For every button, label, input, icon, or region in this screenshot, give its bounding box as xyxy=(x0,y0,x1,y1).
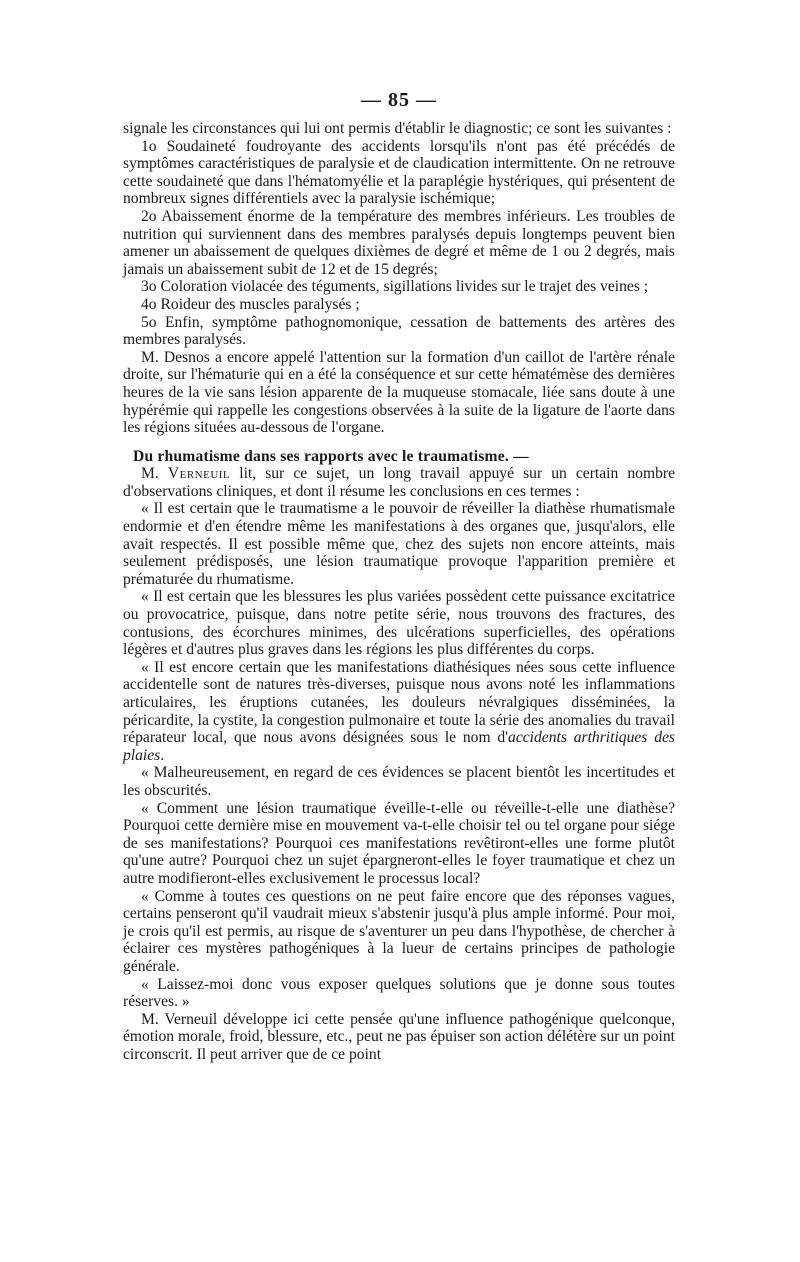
quote-paragraph: « Il est certain que les blessures les plus variées possèdent cette puissance excitatrice ou provocatrice, puisque, dans notre petite série, nous trouvons des fractures, des contusions, des écorchures minimes, des ulcérations superficielles, des opérations légères et d'autres plus graves dans les régions les plus différentes du corps. xyxy=(123,588,675,659)
quote-end: . xyxy=(160,746,165,764)
paragraph: 2o Abaissement énorme de la température des membres inférieurs. Les troubles de nutrition qui surviennent dans des membres paralysés depuis longtemps peuvent bien amener un abaissement de quelques dixièmes de degré et même de 1 ou 2 degrés, mais jamais un abaissement subit de 12 et de 15 degrés; xyxy=(123,207,675,278)
paragraph: signale les circonstances qui lui ont permis d'établir le diagnostic; ce sont les suivantes : xyxy=(123,120,672,137)
quote-paragraph: « Malheureusement, en regard de ces évidences se placent bientôt les incertitudes et les obscurités. xyxy=(123,764,675,799)
body-text xyxy=(123,120,675,1063)
paragraph: M. Verneuil développe ici cette pensée qu'une influence pathogénique quelconque, émotion morale, froid, blessure, etc., peut ne pas épuiser son action délétère sur un point circonscrit. Il peut arriver que de ce point xyxy=(123,1010,675,1063)
quote-paragraph xyxy=(123,659,675,765)
paragraph: 3o Coloration violacée des téguments, sigillations livides sur le trajet des veines ; xyxy=(141,278,649,296)
quote-paragraph: « Comme à toutes ces questions on ne peut faire encore que des réponses vagues, certains penseront qu'il vaudrait mieux s'abstenir jusqu'à plus ample informé. Pour moi, je crois qu'il est permis, au risque de s'aventurer un peu dans l'hypothèse, de chercher à éclairer ces mystères pathogéniques à la lueur de certains principes de pathologie générale. xyxy=(123,887,675,975)
paragraph xyxy=(123,465,675,500)
verneuil-prefix: M. xyxy=(141,465,159,483)
quote-paragraph: « Comment une lésion traumatique éveille-t-elle ou réveille-t-elle une diathèse? Pourquoi cette dernière mise en mouvement va-t-elle choisir tel ou tel organe pour siége de ses manifestations? Pourquoi ces manifestations revêtiront-elles une forme plutôt qu'une autre? Pourquoi chez un sujet épargneront-elles le foyer traumatique et chez un autre modifieront-elles exclusivement le processus local? xyxy=(123,799,675,887)
author-name: Verneuil xyxy=(167,465,231,483)
page-number: — 85 — xyxy=(361,89,437,111)
paragraph: 5o Enfin, symptôme pathognomonique, cessation de battements des artères des membres paralysés. xyxy=(123,313,675,349)
quote-text: « Il est encore certain que les manifestations diathésiques nées sous cette influence accidentelle sont de natures très-diverses, puisque nous avons noté les inflammations articulaires, les éruptions cutanées, les douleurs névralgiques disséminées, la péricardite, la cystite, la congestion pulmonaire et toute la série des anomalies du travail réparateur local, que nous avons désignées sous le nom d' xyxy=(123,658,675,747)
italic-term: accidents arthritiques des plaies xyxy=(123,729,675,764)
paragraph: M. Desnos a encore appelé l'attention sur la formation d'un caillot de l'artère rénale droite, sur l'hématurie qui en a été la conséquence et sur cette hématémèse des dernières heures de la vie sans lésion apparente de la muqueuse stomacale, liée sans doute à une hypérémie qui rappelle les congestions observées à la suite de la ligature de l'aorte dans les régions situées au-dessous de l'organe. xyxy=(123,348,675,437)
quote-paragraph: « Laissez-moi donc vous exposer quelques solutions que je donne sous toutes réserves. » xyxy=(123,975,675,1011)
quote-paragraph: « Il est certain que le traumatisme a le pouvoir de réveiller la diathèse rhumatismale endormie et d'en étendre même les manifestations à des organes que, jusqu'alors, elle avait respectés. Il est possible même que, chez des sujets non encore atteints, mais seulement prédisposés, une lésion traumatique provoque l'apparition première et prématurée du rhumatisme. xyxy=(123,500,675,588)
paragraph: 1o Soudaineté foudroyante des accidents lorsqu'ils n'ont pas été précédés de symptômes caractéristiques de paralysie et de claudication intermittente. On ne retrouve cette soudaineté que dans l'hématomyélie et la paraplégie hystériques, qui présentent de nombreux signes différentiels avec la paralysie ischémique; xyxy=(123,137,675,208)
verneuil-intro-text: lit, sur ce sujet, un long travail appuyé sur un certain nombre d'observations cliniques, et dont il résume les conclusions en ces termes : xyxy=(123,465,675,500)
paragraph: 4o Roideur des muscles paralysés ; xyxy=(141,295,360,313)
section-heading: Du rhumatisme dans ses rapports avec le traumatisme. — xyxy=(133,447,529,465)
